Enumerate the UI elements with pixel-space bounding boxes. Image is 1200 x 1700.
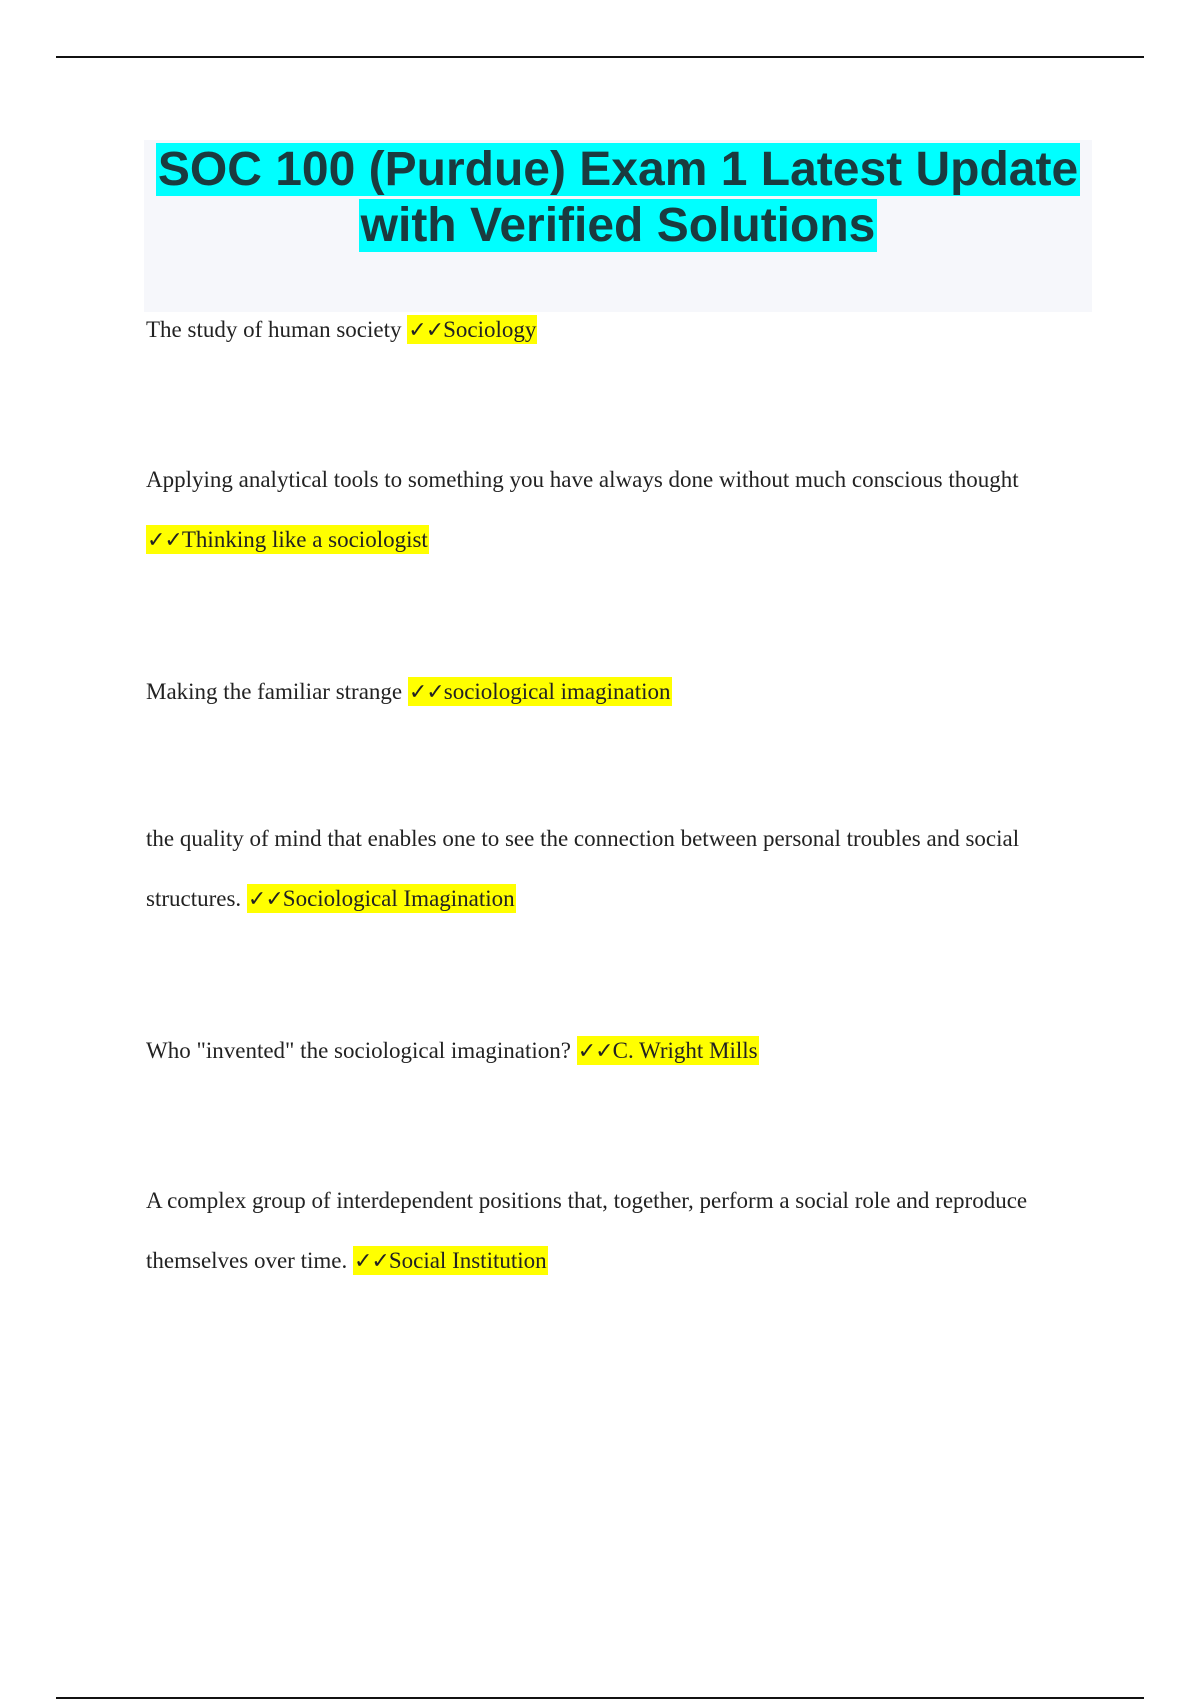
question-text: the quality of mind that enables one to see the connection between personal troubles and social structures. xyxy=(146,826,1020,911)
qa-item xyxy=(146,809,1086,930)
answer-text: Sociology xyxy=(443,317,537,342)
qa-item xyxy=(146,662,1086,723)
answer-highlight xyxy=(408,677,672,706)
answer-text: sociological imagination xyxy=(443,679,671,704)
answer-highlight xyxy=(353,1246,548,1275)
qa-item xyxy=(146,450,1086,571)
title-line-1: SOC 100 (Purdue) Exam 1 Latest Update xyxy=(157,143,1079,196)
answer-text: Thinking like a sociologist xyxy=(181,527,428,552)
answer-highlight xyxy=(247,884,516,913)
answer-highlight xyxy=(146,525,429,554)
double-check-icon: ✓✓ xyxy=(353,1249,389,1274)
question-text: Making the familiar strange xyxy=(146,679,403,704)
double-check-icon: ✓✓ xyxy=(408,318,444,343)
double-check-icon: ✓✓ xyxy=(408,680,444,705)
qa-item xyxy=(146,300,1086,361)
answer-text: C. Wright Mills xyxy=(612,1038,758,1063)
qa-item xyxy=(146,1021,1086,1082)
qa-item xyxy=(146,1171,1086,1292)
double-check-icon: ✓✓ xyxy=(147,528,182,553)
question-text: A complex group of interdependent positions that, together, perform a social role and reproduce themselves over time. xyxy=(146,1188,1028,1273)
title-line-2: with Verified Solutions xyxy=(360,199,876,252)
footer-rule xyxy=(56,1697,1144,1699)
header-rule xyxy=(56,56,1144,58)
answer-text: Social Institution xyxy=(388,1248,547,1273)
question-text: Who "invented" the sociological imagination? xyxy=(146,1038,571,1063)
answer-highlight xyxy=(407,315,537,344)
double-check-icon: ✓✓ xyxy=(247,887,283,912)
answer-text: Sociological Imagination xyxy=(282,886,515,911)
answer-highlight xyxy=(577,1036,759,1065)
question-text: The study of human society xyxy=(146,317,402,342)
document-title xyxy=(144,142,1092,254)
double-check-icon: ✓✓ xyxy=(577,1039,613,1064)
question-text: Applying analytical tools to something you have always done without much conscious thought xyxy=(146,467,1019,492)
